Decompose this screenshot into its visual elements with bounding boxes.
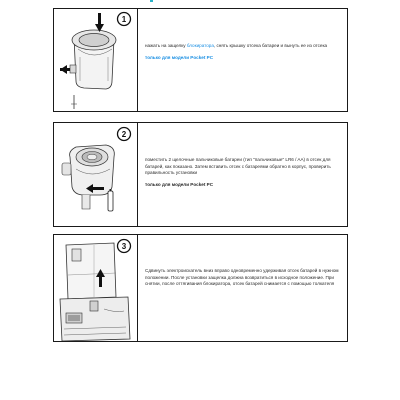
step-1-note: только для модели Pocket PC — [145, 54, 214, 60]
circled-number-icon — [118, 128, 131, 141]
header-mark — [150, 0, 153, 2]
step-1-instruction: нажать на защелку блокиратора, снять крышку отсека батареи и вынуть ее из отсека — [145, 43, 328, 48]
step-2-note: только для модели Pocket PC — [145, 181, 214, 187]
arrow-icon — [60, 65, 70, 74]
panel-divider — [137, 235, 138, 341]
panel-divider — [137, 9, 138, 111]
step-2-panel — [53, 122, 348, 227]
device-illustration — [54, 235, 137, 341]
step-3-text — [145, 268, 341, 293]
step-2-illustration — [54, 123, 137, 226]
step-1-accent: блокиратора — [186, 43, 214, 48]
step-2-text — [145, 157, 341, 193]
step-3-instruction: Сдвинуть электроискатель вниз вправо одновременно удерживая отсек батарей в нужном положении. После установки защелка должна возвратиться в исходное положение. При снятии, после оттягивания блокиратора, отсек батарей снимается с помощью толкателя — [145, 268, 339, 287]
step-1-text — [145, 43, 341, 66]
arrow-icon — [95, 13, 104, 32]
step-1-illustration — [54, 9, 137, 111]
step-3-panel — [53, 234, 348, 342]
svg-text:2: 2 — [121, 130, 127, 139]
panel-divider — [137, 123, 138, 226]
step-1-panel — [53, 8, 348, 112]
circled-number-icon — [118, 240, 131, 253]
svg-text:1: 1 — [121, 15, 127, 24]
device-illustration — [54, 9, 137, 111]
step-2-instruction: поместить 2 щелочные пальчиковые батареи (тип "пальчиковые" LR6 / AA) в отсек для батарей, как показано. Затем вставить отсек с батареями обратно в корпус, проверить правильность установки — [145, 157, 331, 176]
device-illustration — [54, 123, 137, 226]
circled-number-icon — [118, 13, 131, 26]
svg-text:3: 3 — [121, 242, 127, 251]
step-3-illustration — [54, 235, 137, 341]
